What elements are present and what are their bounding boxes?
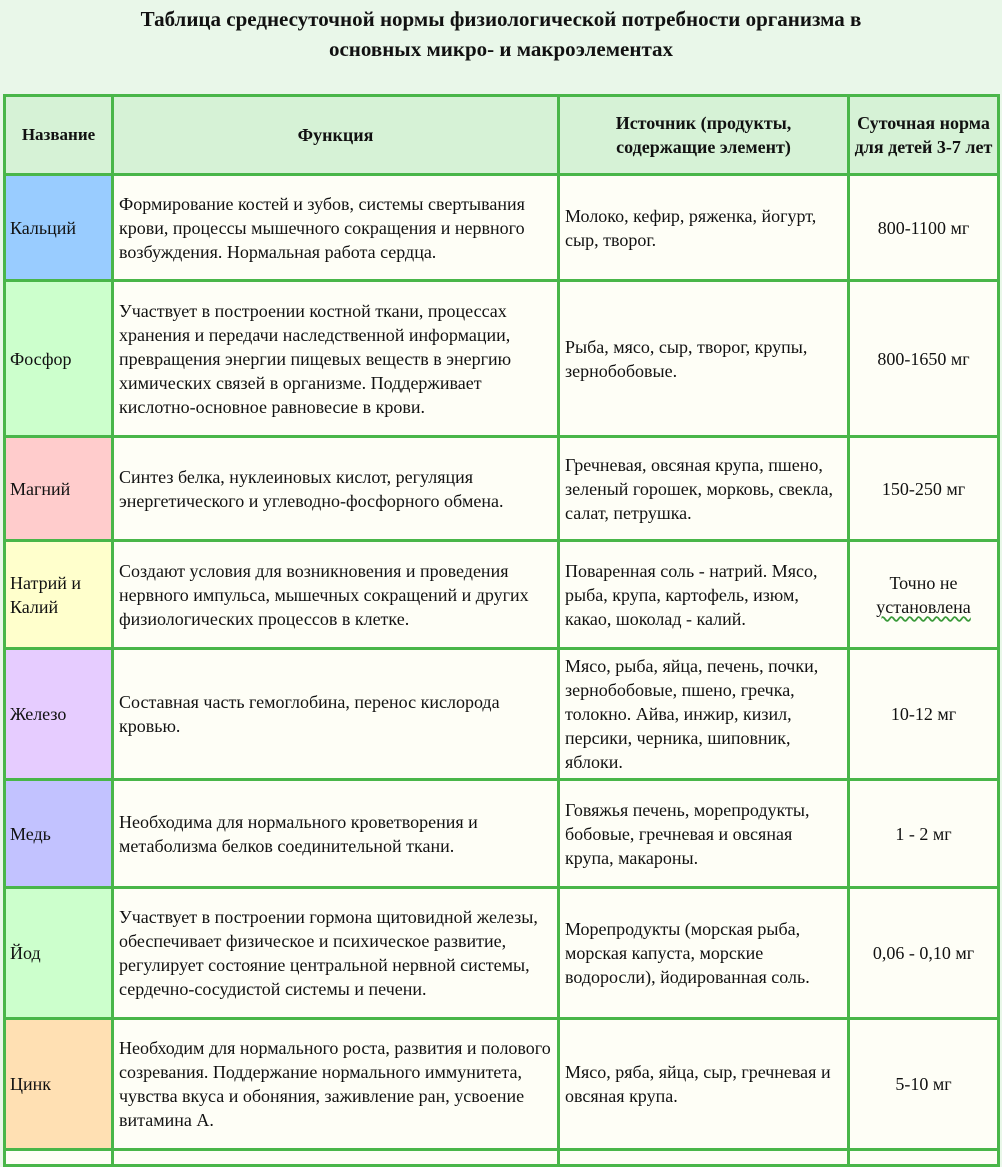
element-name-cell: Магний xyxy=(5,437,113,541)
norm-cell: 5-10 мг xyxy=(849,1019,999,1150)
partial-cell xyxy=(849,1150,999,1166)
norm-cell xyxy=(849,541,999,649)
source-cell: Мясо, рыба, яйца, печень, почки, зернобобовые, пшено, гречка, толокно. Айва, инжир, кизил, персики, черника, шиповник, яблоки. xyxy=(559,649,849,780)
function-cell: Составная часть гемоглобина, перенос кислорода кровью. xyxy=(113,649,559,780)
norm-cell: 1 - 2 мг xyxy=(849,780,999,888)
header-name: Название xyxy=(5,96,113,175)
header-function: Функция xyxy=(113,96,559,175)
partial-cell xyxy=(559,1150,849,1166)
norm-cell: 150-250 мг xyxy=(849,437,999,541)
source-cell: Мясо, ряба, яйца, сыр, гречневая и овсяная крупа. xyxy=(559,1019,849,1150)
table-row xyxy=(5,541,999,649)
element-name-cell: Медь xyxy=(5,780,113,888)
table-header-row xyxy=(5,96,999,175)
function-cell: Формирование костей и зубов, системы свертывания крови, процессы мышечного сокращения и нервного возбуждения. Нормальная работа сердца. xyxy=(113,175,559,281)
function-cell: Участвует в построении гормона щитовидной железы, обеспечивает физическое и психическое развитие, регулирует состояние центральной нервной системы, сердечно-сосудистой системы и печени. xyxy=(113,888,559,1019)
norm-cell: 0,06 - 0,10 мг xyxy=(849,888,999,1019)
function-cell: Синтез белка, нуклеиновых кислот, регуляция энергетического и углеводно-фосфорного обмена. xyxy=(113,437,559,541)
element-name-cell: Железо xyxy=(5,649,113,780)
element-name-cell: Натрий и Калий xyxy=(5,541,113,649)
norm-cell: 800-1100 мг xyxy=(849,175,999,281)
source-cell: Гречневая, овсяная крупа, пшено, зеленый горошек, морковь, свекла, салат, петрушка. xyxy=(559,437,849,541)
table-row xyxy=(5,1019,999,1150)
function-cell: Участвует в построении костной ткани, процессах хранения и передачи наследственной информации, превращения энергии пищевых веществ в энергию химических связей в организме. Поддерживает кислотно-основное равновесие в крови. xyxy=(113,281,559,437)
table-row xyxy=(5,649,999,780)
function-cell: Необходима для нормального кроветворения и метаболизма белков соединительной ткани. xyxy=(113,780,559,888)
source-cell: Рыба, мясо, сыр, творог, крупы, зернобобовые. xyxy=(559,281,849,437)
element-name-cell: Йод xyxy=(5,888,113,1019)
table-row xyxy=(5,780,999,888)
norm-cell: 10-12 мг xyxy=(849,649,999,780)
page-title xyxy=(0,4,1002,64)
function-cell: Создают условия для возникновения и проведения нервного импульса, мышечных сокращений и других физиологических процессов в клетке. xyxy=(113,541,559,649)
source-cell: Поваренная соль - натрий. Мясо, рыба, крупа, картофель, изюм, какао, шоколад - калий. xyxy=(559,541,849,649)
table-row xyxy=(5,437,999,541)
norm-text-line-1: Точно не xyxy=(889,572,958,593)
header-norm: Суточная норма для детей 3-7 лет xyxy=(849,96,999,175)
element-name-cell: Фосфор xyxy=(5,281,113,437)
table-row-partial xyxy=(5,1150,999,1166)
source-cell: Молоко, кефир, ряженка, йогурт, сыр, творог. xyxy=(559,175,849,281)
table-row xyxy=(5,888,999,1019)
spellcheck-underlined-text: установлена xyxy=(876,596,971,617)
header-source: Источник (продукты, содержащие элемент) xyxy=(559,96,849,175)
elements-table xyxy=(3,94,1000,1167)
partial-cell xyxy=(5,1150,113,1166)
table-row xyxy=(5,175,999,281)
source-cell: Морепродукты (морская рыба, морская капуста, морские водоросли), йодированная соль. xyxy=(559,888,849,1019)
page-title-line-1: Таблица среднесуточной нормы физиологической потребности организма в xyxy=(140,7,862,31)
partial-cell xyxy=(113,1150,559,1166)
source-cell: Говяжья печень, морепродукты, бобовые, гречневая и овсяная крупа, макароны. xyxy=(559,780,849,888)
norm-cell: 800-1650 мг xyxy=(849,281,999,437)
function-cell: Необходим для нормального роста, развития и полового созревания. Поддержание нормального иммунитета, чувства вкуса и обоняния, заживление ран, усвоение витамина А. xyxy=(113,1019,559,1150)
table-row xyxy=(5,281,999,437)
page-title-line-2: основных микро- и макроэлементах xyxy=(328,37,674,61)
element-name-cell: Кальций xyxy=(5,175,113,281)
element-name-cell: Цинк xyxy=(5,1019,113,1150)
